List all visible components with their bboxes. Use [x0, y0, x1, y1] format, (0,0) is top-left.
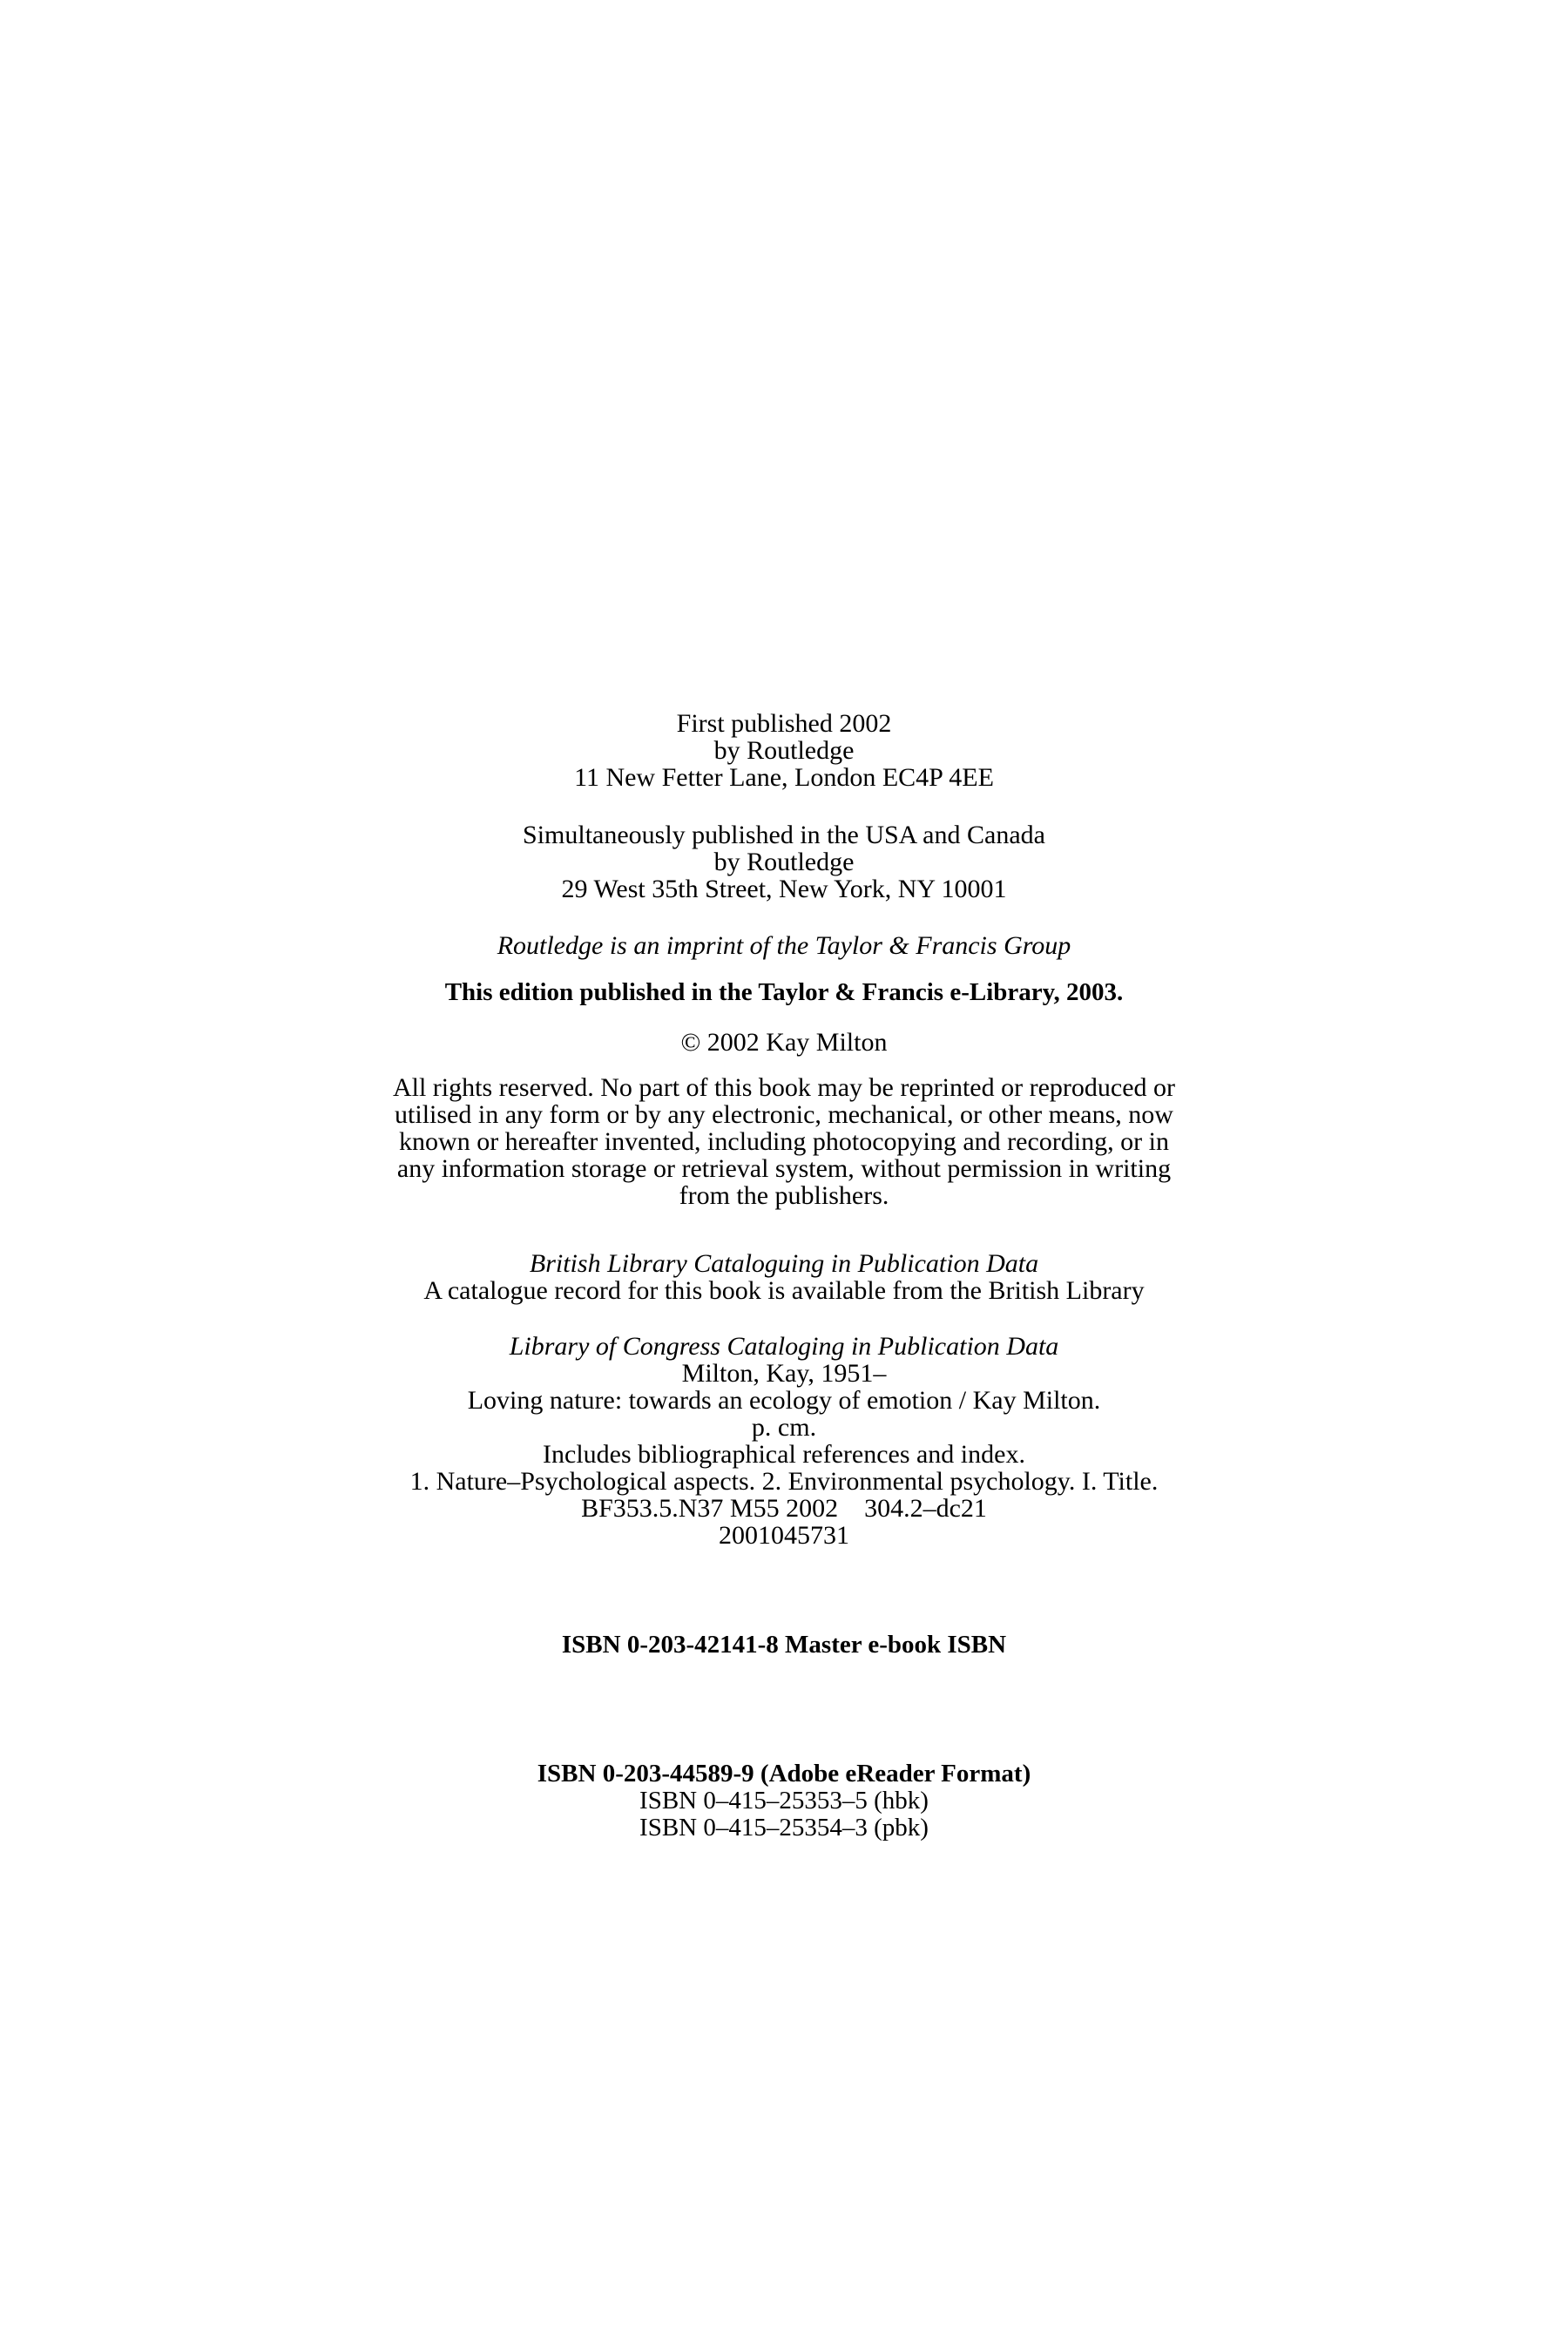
rights-line: All rights reserved. No part of this book may be reprinted or reproduced or	[392, 1073, 1176, 1102]
copyright-notice	[340, 1029, 1228, 1056]
publisher-address: 11 New Fetter Lane, London EC4P 4EE	[574, 763, 994, 792]
imprint-note	[340, 932, 1228, 959]
loc-line: p. cm.	[751, 1413, 817, 1442]
usa-publisher-line: by Routledge	[713, 848, 855, 876]
publication-info	[340, 710, 1228, 791]
publisher-line: by Routledge	[713, 736, 855, 765]
loc-heading: Library of Congress Cataloging in Publication Data	[509, 1332, 1059, 1361]
usa-canada-line: Simultaneously published in the USA and Canada	[523, 821, 1045, 849]
loc-line: 2001045731	[719, 1521, 849, 1550]
edition-line: This edition published in the Taylor & Francis e-Library, 2003.	[444, 978, 1124, 1006]
loc-line: Milton, Kay, 1951–	[681, 1359, 887, 1388]
loc-line: BF353.5.N37 M55 2002 304.2–dc21	[581, 1494, 987, 1523]
rights-line: any information storage or retrieval system, without permission in writing	[396, 1154, 1172, 1183]
imprint-line: Routledge is an imprint of the Taylor & Francis Group	[497, 931, 1071, 960]
isbn-hbk: ISBN 0–415–25353–5 (hbk)	[639, 1787, 929, 1815]
usa-publisher-address: 29 West 35th Street, New York, NY 10001	[561, 875, 1007, 903]
copyright-line: © 2002 Kay Milton	[680, 1028, 888, 1057]
british-library-data	[340, 1250, 1228, 1304]
rights-line: known or hereafter invented, including photocopying and recording, or in	[399, 1127, 1169, 1156]
isbn-other-block	[340, 1761, 1228, 1842]
rights-line: utilised in any form or by any electronic, mechanical, or other means, now	[395, 1100, 1173, 1129]
edition-note	[340, 979, 1228, 1006]
isbn-master: ISBN 0-203-42141-8 Master e-book ISBN	[561, 1631, 1007, 1659]
loc-line: Loving nature: towards an ecology of emotion / Kay Milton.	[467, 1386, 1101, 1415]
first-published-line: First published 2002	[676, 709, 892, 738]
isbn-pbk: ISBN 0–415–25354–3 (pbk)	[639, 1814, 929, 1842]
rights-line: from the publishers.	[679, 1181, 889, 1210]
isbn-ereader: ISBN 0-203-44589-9 (Adobe eReader Format)	[537, 1760, 1031, 1788]
loc-line: 1. Nature–Psychological aspects. 2. Environmental psychology. I. Title.	[409, 1467, 1159, 1496]
british-library-heading: British Library Cataloguing in Publication Data	[529, 1249, 1039, 1278]
rights-statement	[340, 1074, 1228, 1209]
loc-line: Includes bibliographical references and index.	[543, 1440, 1025, 1469]
british-library-text: A catalogue record for this book is available from the British Library	[423, 1276, 1145, 1305]
library-of-congress-data	[340, 1333, 1228, 1549]
isbn-master-block	[340, 1632, 1228, 1659]
usa-canada-info	[340, 821, 1228, 902]
